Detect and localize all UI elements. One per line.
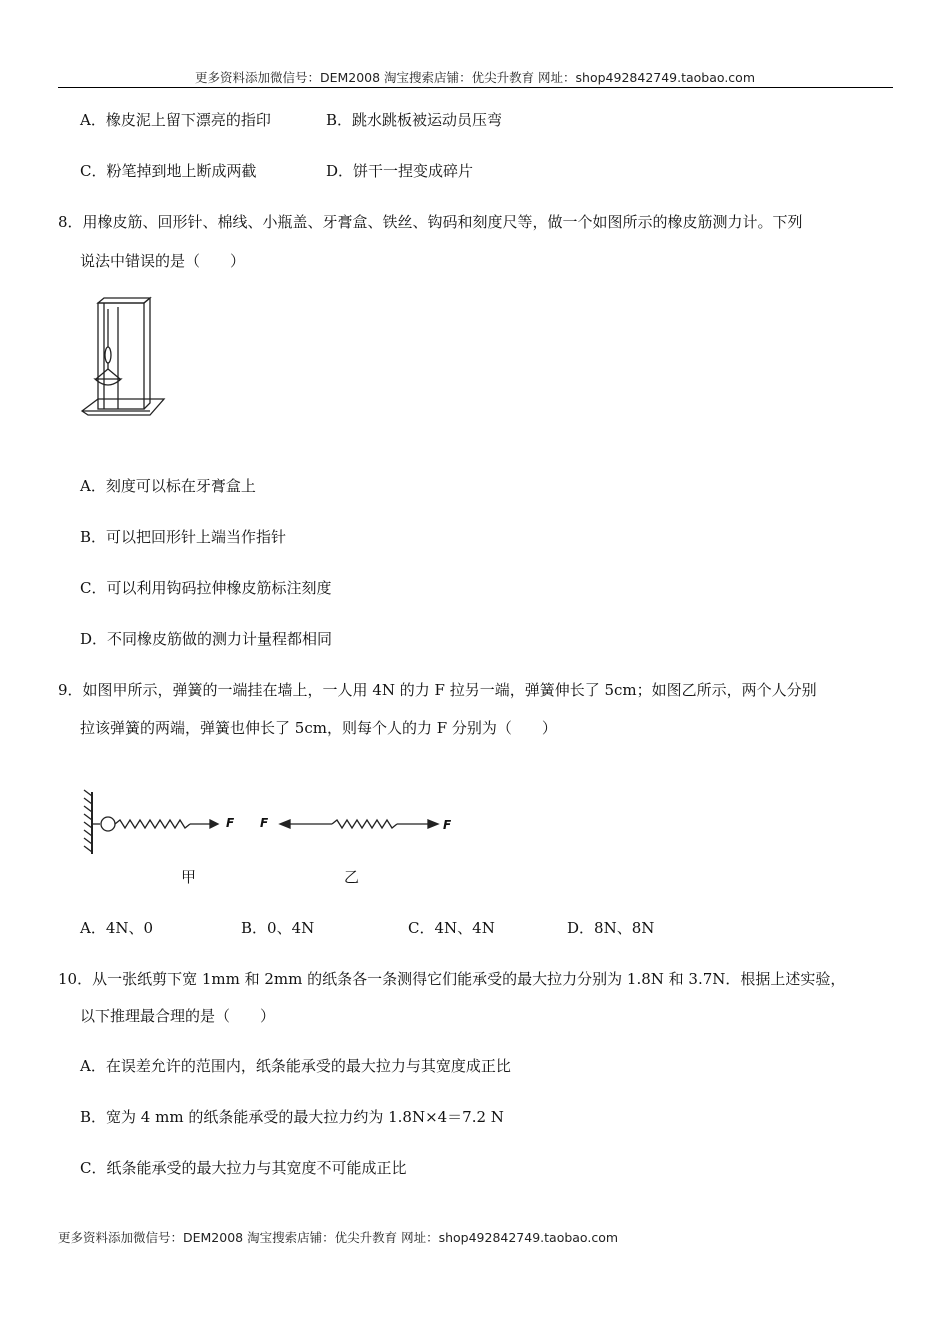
q8-option-b: B．可以把回形针上端当作指针 [80, 528, 287, 546]
q8-stem-line1: 8．用橡皮筋、回形针、棉线、小瓶盖、牙膏盒、铁丝、钩码和刻度尺等，做一个如图所示的橡皮筋测力计。下列 [58, 213, 803, 231]
rubber-band-force-meter-figure [78, 295, 170, 421]
q7-option-a: A．橡皮泥上留下漂亮的指印 [80, 111, 271, 129]
spring-figure-yi [276, 812, 444, 842]
q8-option-d: D．不同橡皮筋做的测力计量程都相同 [80, 630, 333, 648]
fig-yi-force-label-left: F [260, 816, 269, 830]
q9-stem-line1: 9．如图甲所示，弹簧的一端挂在墙上，一人用 4N 的力 F 拉另一端，弹簧伸长了 5cm；如图乙所示，两个人分别 [58, 681, 817, 699]
q7-option-d: D．饼干一捏变成碎片 [326, 162, 474, 180]
q10-stem-line1: 10．从一张纸剪下宽 1mm 和 2mm 的纸条各一条测得它们能承受的最大拉力分别为 1.8N 和 3.7N．根据上述实验， [58, 970, 846, 988]
q10-stem-line2: 以下推理最合理的是（ ） [80, 1007, 276, 1025]
q7-option-c: C．粉笔掉到地上断成两截 [80, 162, 257, 180]
q9-option-d: D．8N、8N [567, 919, 655, 937]
q10-option-b: B．宽为 4 mm 的纸条能承受的最大拉力约为 1.8N×4＝7.2 N [80, 1108, 504, 1126]
q10-option-c: C．纸条能承受的最大拉力与其宽度不可能成正比 [80, 1159, 407, 1177]
spring-figure-jia [78, 788, 248, 858]
page-footer: 更多资料添加微信号：DEM2008 淘宝搜索店铺：优尖升教育 网址：shop492842749.taobao.com [58, 1230, 619, 1245]
q9-stem-line2: 拉该弹簧的两端，弹簧也伸长了 5cm，则每个人的力 F 分别为（ ） [80, 719, 557, 737]
fig-yi-force-label-right: F [443, 818, 452, 832]
fig-jia-force-label: F [226, 816, 235, 830]
fig-label-yi: 乙 [344, 868, 360, 886]
q8-stem-line2: 说法中错误的是（ ） [80, 252, 246, 270]
header-rule [58, 87, 893, 88]
page-header: 更多资料添加微信号：DEM2008 淘宝搜索店铺：优尖升教育 网址：shop492842749.taobao.com [194, 70, 756, 85]
q10-option-a: A．在误差允许的范围内，纸条能承受的最大拉力与其宽度成正比 [80, 1057, 511, 1075]
q9-option-b: B．0、4N [241, 919, 315, 937]
q9-option-c: C．4N、4N [408, 919, 495, 937]
fig-label-jia: 甲 [181, 868, 197, 886]
q9-option-a: A．4N、0 [80, 919, 154, 937]
q8-option-a: A．刻度可以标在牙膏盒上 [80, 477, 256, 495]
q8-option-c: C．可以利用钩码拉伸橡皮筋标注刻度 [80, 579, 332, 597]
q7-option-b: B．跳水跳板被运动员压弯 [326, 111, 503, 129]
